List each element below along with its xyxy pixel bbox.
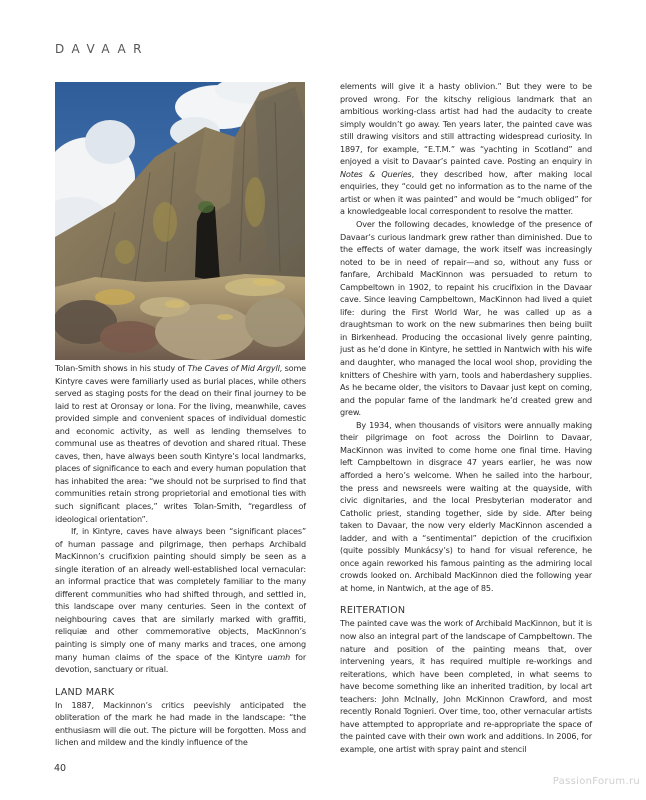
cave-photograph — [55, 82, 305, 360]
paragraph — [55, 525, 306, 676]
paragraph: In 1887, Mackinnon’s critics peevishly anticipated the obliteration of the mark he had made in the landscape: “the enthusiasm will die out. The picture will be forgotten. Moss and lichen and mildew and the kindly influence of the — [55, 699, 306, 748]
watermark: PassionForum.ru — [552, 776, 640, 787]
paragraph — [55, 362, 306, 525]
paragraph: Over the following decades, knowledge of the presence of Davaar’s curious landmark grew rather than diminished. Due to the effects of water damage, the work itself was increasingly noted to be in need of repair—and so, without any fuss or fanfare, Archibald MacKinnon was persuaded to return to Campbeltown in 1902, to repaint his crucifixion in the Davaar cave. Since leaving Campbeltown, MacKinnon had lived a quiet life: during the First World War, he was called up as a draughtsman to work on the new submarines then being built in Birkenhead. Producing the occasional lively genre painting, just as he’d done in Kintyre, he settled in Nantwich with his wife and daughter, who managed the local wool shop, providing the knitters of Cheshire with yarn, tools and haberdashery supplies. As he became older, the visitors to Davaar just kept on coming, and the popular fame of the landmark he’d created grew and grew. — [340, 219, 592, 418]
text-run: If, in Kintyre, caves have always been “significant places” of human passage and pilgrimage, then perhaps Archibald MacKinnon’s crucifixion painting should simply be seen as a single iteration of an already well-established local vernacular: an informal practice that was completely familiar to the many different communities who had shifted through, and settled in, this landscape over many centuries. Seen in the context of neighbouring caves that are similarly marked with graffiti, reliquiæ and other commemorative objects, MacKinnon’s painting is simply one of many marks and traces, one among many human claims of the space of the Kintyre — [55, 526, 306, 662]
text-run: elements will give it a hasty oblivion.” But they were to be proved wrong. For the kitschy religious landmark that an ambitious working-class artist had had the audacity to create simply wouldn’t go away. Ten years later, the painted cave was still drawing visitors and still attracting widespread curiosity. In 1897, for example, “E.T.M.” was “yachting in Scotland” and enjoyed a visit to Davaar’s painted cave. Posting an enquiry in — [340, 81, 592, 167]
cave-cliff-image — [55, 82, 305, 360]
right-text-column — [340, 80, 592, 755]
text-run: , some Kintyre caves were familiarly used as burial places, while others served as staging posts for the dead on their final journey to be laid to rest at Oronsay or Iona. For the living, meanwhile, caves provided simple and convenient spaces of individual domestic and economic activity, as well as lending themselves to communal use as theatres of devotion and shared ritual. These caves, then, have always been south Kintyre’s local landmarks, places of significance to each and every human population that has inhabited the area: “we should not be surprised to find that communities retain strong proprietorial and emotional ties with such significant places,” writes Tolan-Smith, “regardless of ideological orientation”. — [55, 363, 307, 524]
book-title: The Caves of Mid Argyll — [187, 363, 280, 373]
section-heading-reiteration: REITERATION — [340, 605, 406, 617]
page-number: 40 — [54, 763, 67, 774]
left-text-column — [55, 362, 306, 749]
paragraph: By 1934, when thousands of visitors were annually making their pilgrimage on foot across the Doirlinn to Davaar, MacKinnon was invited to come home one final time. Having left Campbeltown in disgrace 47 years earlier, he was now afforded a hero’s welcome. When he sailed into the harbour, the press and newsreels were waiting at the quayside, with civic dignitaries, and the local Presbyterian moderator and Catholic priest, standing together, side by side. After being taken to Davaar, the now very elderly MacKinnon ascended a ladder, and with a “sentimental” depiction of the crucifixion (quite possibly Munkácsy’s) to hand for visual reference, he once again reworked his famous painting as the admiring local crowds looked on. Archibald MacKinnon died the following year at home, in Nantwich, at the age of 85. — [340, 419, 592, 593]
section-heading-land-mark: LAND MARK — [55, 686, 115, 698]
text-run: for devotion, sanctuary or ritual. — [55, 651, 307, 675]
publication-title: Notes & Queries — [340, 168, 412, 179]
text-run: , they described how, after making local enquiries, they “could get no information as to the name of the artist or when it was painted” and would be “much obliged” for a knowledgeable local correspondent to resolve the matter. — [340, 168, 592, 217]
text-run: Tolan-Smith shows in his study of — [55, 363, 188, 373]
running-head: DAVAAR — [55, 42, 150, 56]
gaelic-term: uamh — [267, 651, 291, 662]
paragraph: The painted cave was the work of Archibald MacKinnon, but it is now also an integral part of the landscape of Campbeltown. The nature and position of the painting means that, over intervening years, it has required multiple re-workings and reiterations, which have been completed, in what seems to have become something like an inherited tradition, by local art teachers: John McInally, John McKinnon Crawford, and most recently Ronald Tognieri. Over time, too, other vernacular artists have attempted to appropriate and re-appropriate the space of the painted cave with their own work and additions. In 2006, for example, one artist with spray paint and stencil — [340, 618, 592, 754]
paragraph — [340, 80, 592, 218]
